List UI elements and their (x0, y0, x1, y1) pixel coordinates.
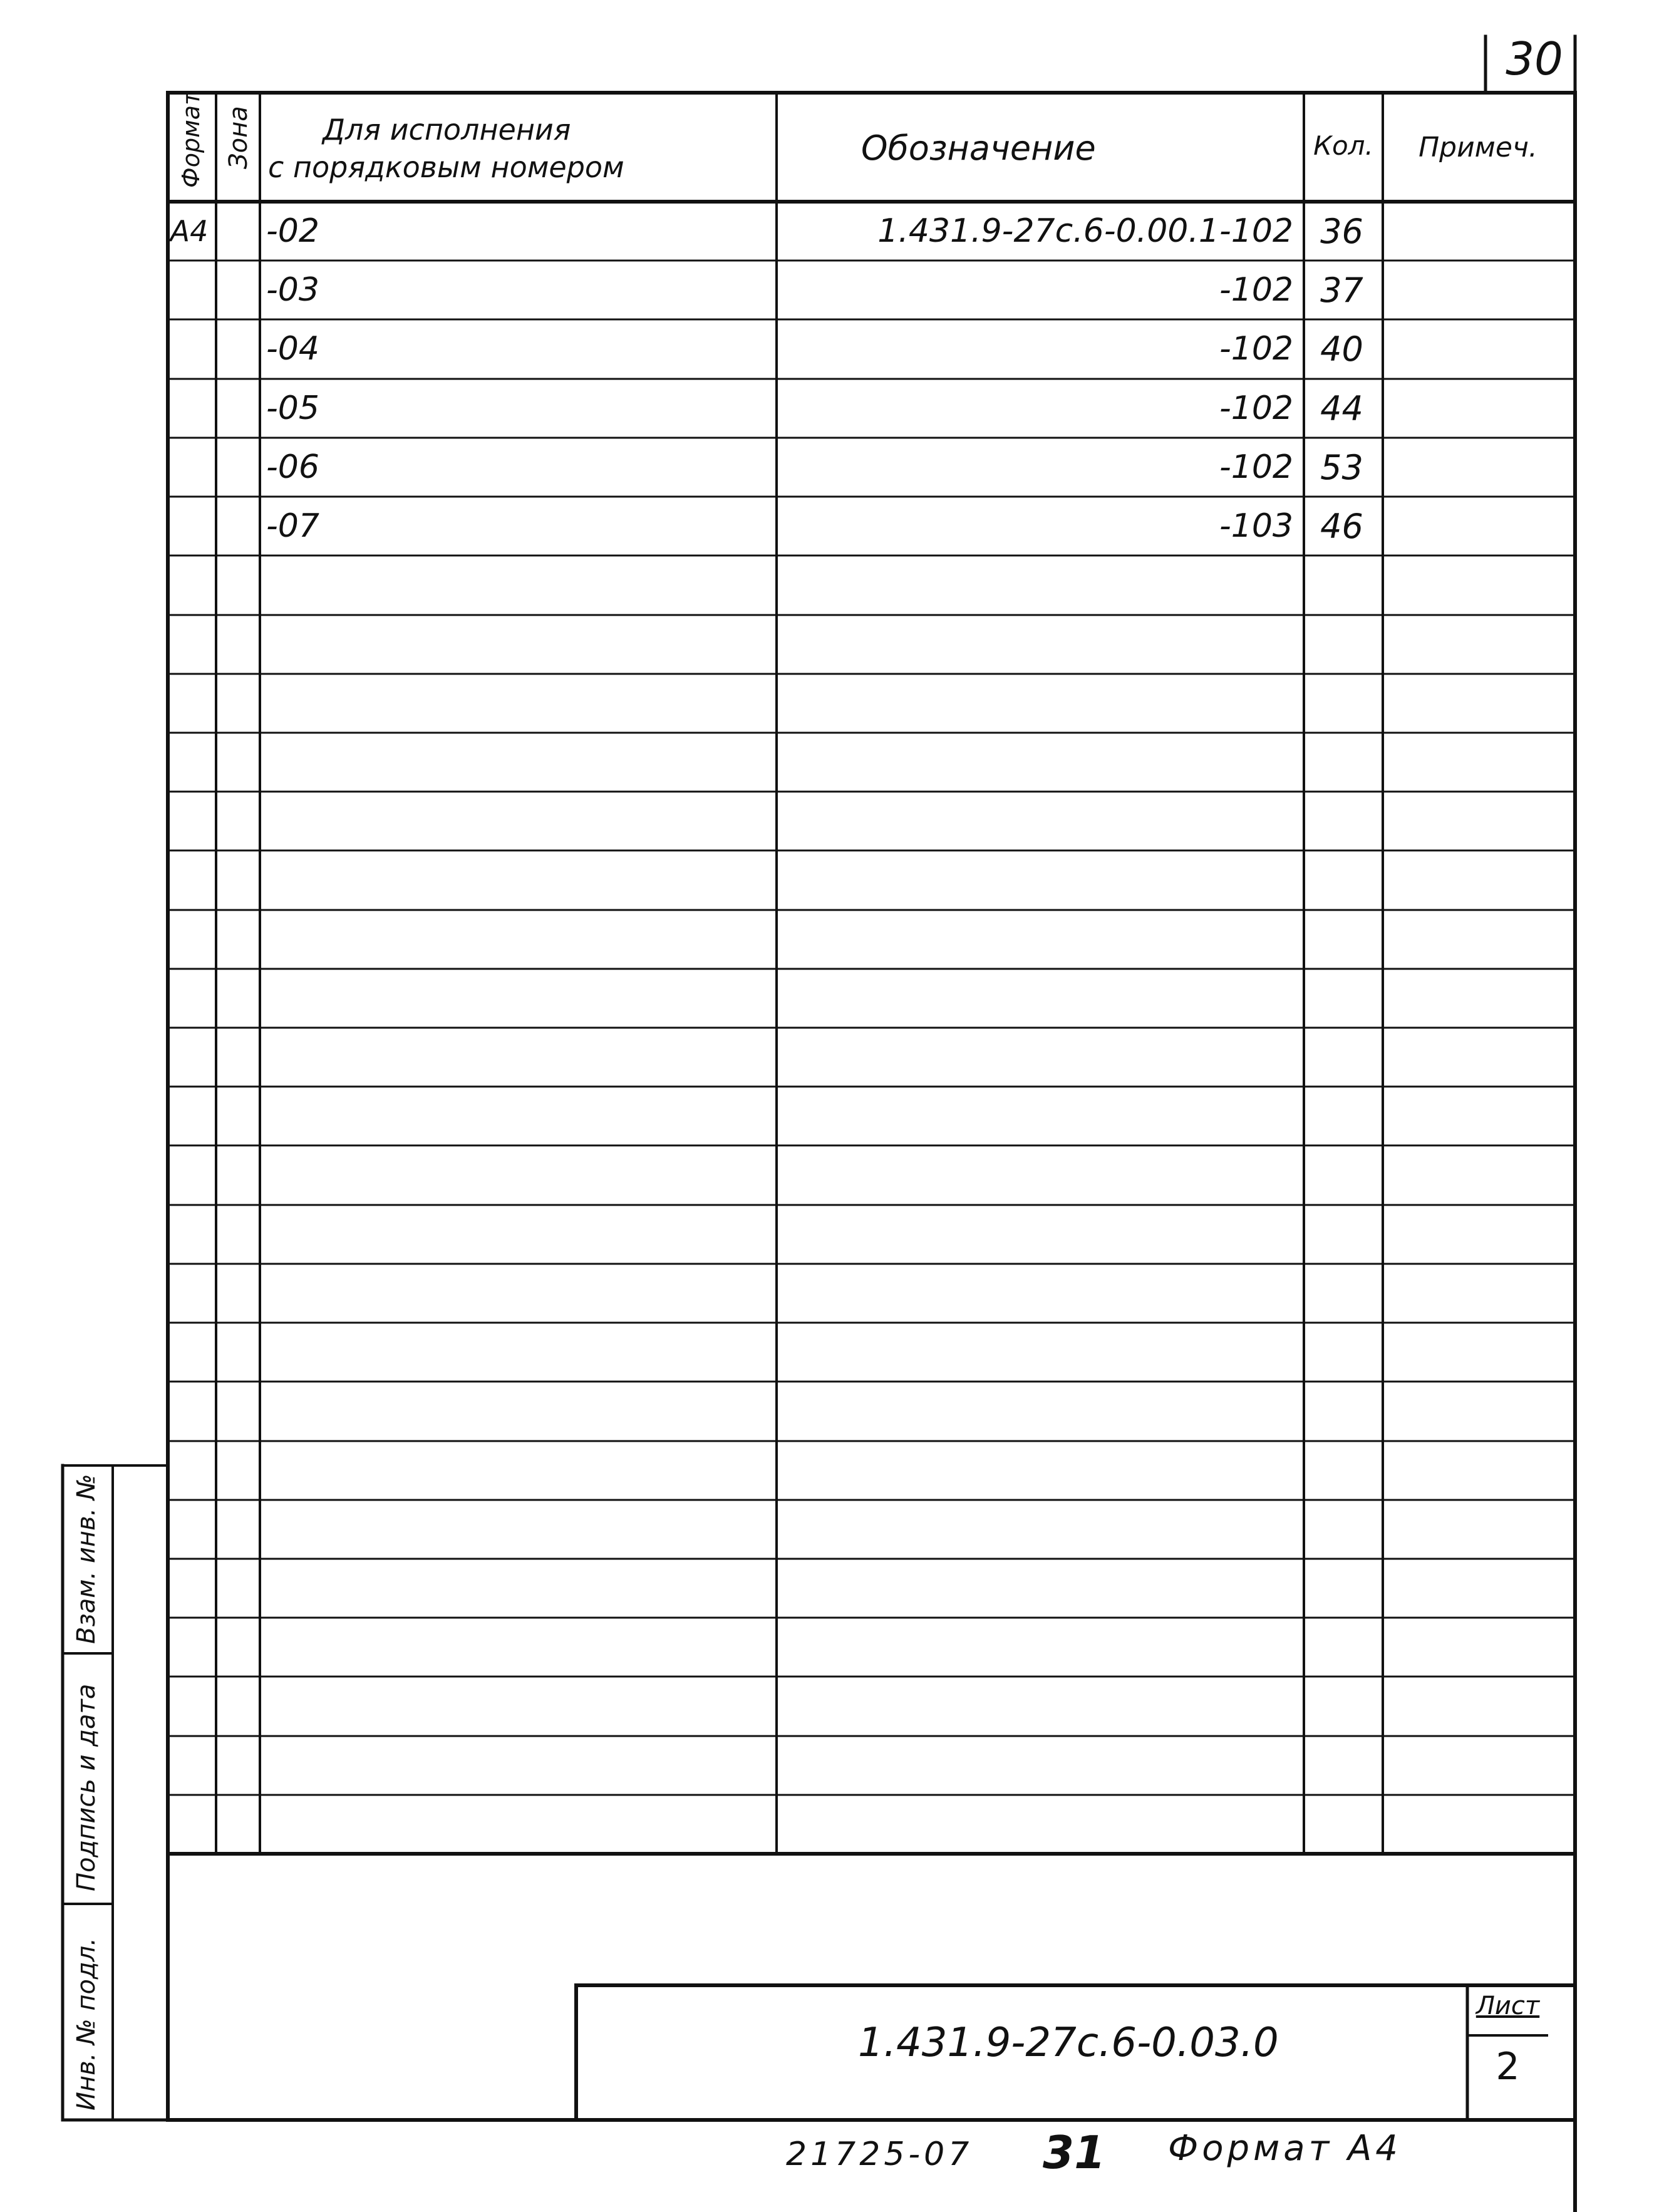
stamp-replace-inv: Взам. инв. № (72, 1474, 101, 1644)
row-designation: -102 (1219, 330, 1293, 368)
row-designation: 1.431.9-27с.6-0.00.1-102 (877, 212, 1293, 250)
sheet-number: 2 (1496, 2045, 1520, 2089)
row-execution: -07 (266, 507, 319, 545)
format-label: Формат А4 (1168, 2128, 1402, 2169)
row-format: А4 (170, 214, 209, 248)
row-designation: -102 (1219, 390, 1293, 427)
header-designation: Обозначение (861, 128, 1096, 168)
row-execution: -02 (266, 212, 319, 250)
header-zone: Зона (224, 106, 253, 169)
row-qty: 44 (1320, 388, 1363, 428)
row-format (164, 379, 214, 438)
row-execution: -05 (266, 390, 319, 427)
row-designation: -102 (1219, 271, 1293, 309)
row-qty: 53 (1320, 447, 1363, 487)
document-code: 1.431.9-27с.6-0.03.0 (858, 2020, 1279, 2066)
row-format (164, 319, 214, 378)
row-qty: 37 (1320, 270, 1363, 310)
header-qty: Кол. (1313, 130, 1373, 161)
sheet-label: Лист (1475, 1992, 1540, 2020)
header-format: Формат (177, 91, 205, 188)
header-execution-line1: Для исполнения (323, 113, 571, 147)
header-execution-line2: с порядковым номером (268, 150, 624, 184)
row-designation: -103 (1219, 507, 1293, 545)
stamp-sign-date: Подпись и дата (72, 1683, 101, 1891)
row-qty: 40 (1320, 329, 1363, 369)
row-execution: -04 (266, 330, 319, 368)
row-execution: -03 (266, 271, 319, 309)
archive-number: 21725-07 (786, 2136, 973, 2173)
row-designation: -102 (1219, 448, 1293, 486)
row-execution: -06 (266, 448, 319, 486)
row-qty: 36 (1320, 211, 1363, 251)
row-format (164, 497, 214, 556)
header-note: Примеч. (1419, 132, 1537, 163)
row-qty: 46 (1320, 506, 1363, 546)
footer-page-number: 31 (1043, 2126, 1106, 2179)
row-format (164, 261, 214, 319)
page-number: 30 (1506, 33, 1563, 85)
row-format (164, 438, 214, 497)
stamp-inv-orig: Инв. № подл. (72, 1938, 101, 2111)
